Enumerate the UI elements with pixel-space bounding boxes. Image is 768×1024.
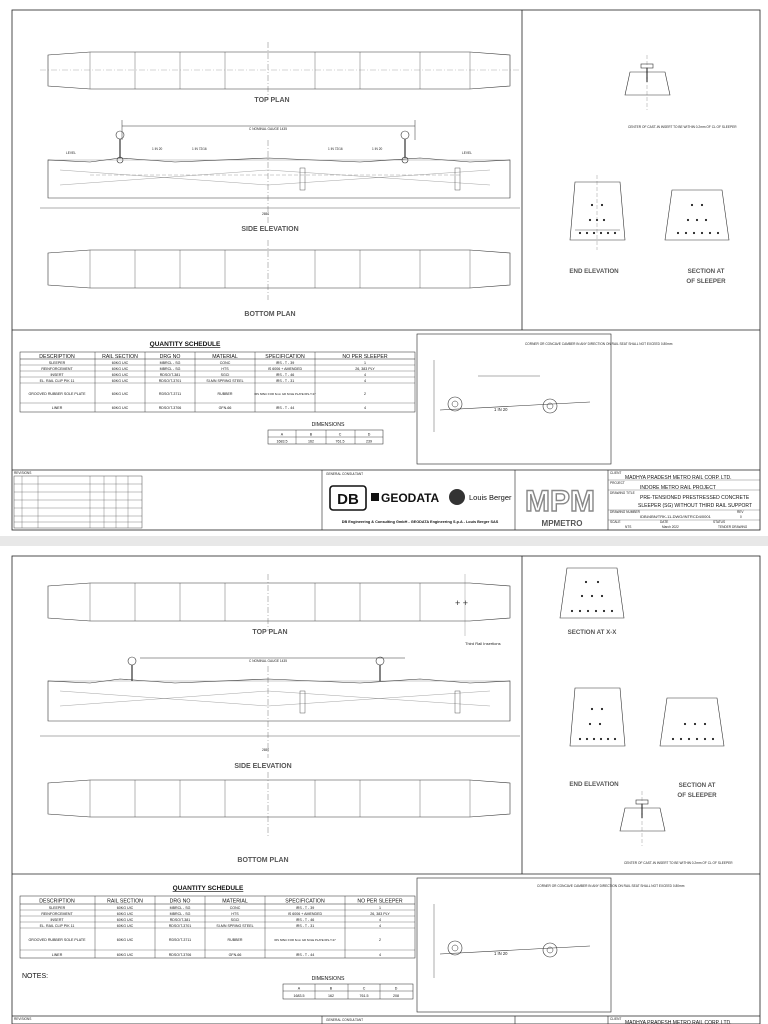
client-label: CLIENT — [610, 471, 622, 475]
qs-cell: RDSO/T-3706 — [158, 406, 182, 410]
qs-cell: IRS - T - 46 — [275, 373, 295, 377]
qs2-cell: 2 — [379, 938, 381, 942]
sheet-2-drawing — [0, 546, 768, 1024]
mpm-logo: MPM — [525, 485, 595, 518]
client-name-2: MADHYA PRADESH METRO RAIL CORP. LTD. — [625, 1020, 732, 1024]
qs2-header-drg-no: DRG NO — [169, 898, 191, 905]
dim2-value-c: 761.5 — [359, 994, 369, 998]
dimensions-title: DIMENSIONS — [311, 422, 345, 428]
drawing-sheet-2 — [0, 546, 768, 1024]
qs-cell: HTS — [221, 367, 229, 371]
qs-header-drg-no: DRG NO — [159, 354, 181, 360]
qs-cell: CONC — [219, 361, 231, 365]
sleeper-section-view-2 — [660, 698, 724, 746]
louis-berger-logo: Louis Berger — [469, 493, 512, 502]
quantity-schedule-table — [20, 352, 415, 412]
top-plan-label-2: TOP PLAN — [252, 629, 288, 636]
qs-cell: IRS SPEC FOR 6mm GR SOLE PLATE IRS-T-37 — [254, 392, 316, 396]
qs2-header-specification: SPECIFICATION — [285, 898, 325, 905]
qs2-cell: SLEEPER — [48, 906, 66, 910]
length-dimension-2: 2650 — [262, 748, 270, 752]
qs-cell: MBRCL - SG — [159, 367, 181, 371]
dim2-header-d: D — [394, 986, 398, 991]
qs-cell: GROOVED RUBBER SOLE PLATE — [28, 392, 86, 396]
qs2-header-rail-section: RAIL SECTION — [107, 898, 143, 905]
revisions-label: REVISIONS — [14, 471, 32, 475]
qs-header-material: MATERIAL — [212, 354, 238, 360]
qs-cell: IRS - T - 44 — [275, 406, 295, 410]
qs-cell: 2 — [364, 392, 366, 396]
qs2-cell: MBRCL - SG — [169, 906, 191, 910]
qs2-cell: 4 — [379, 918, 381, 922]
db-logo-text: DB — [337, 491, 359, 508]
qs-cell: SGCI — [220, 373, 230, 377]
bottom-plan-view-2 — [48, 772, 510, 836]
qs-header-no-per-sleeper: NO PER SLEEPER — [342, 354, 388, 360]
qs-cell: EL. RAIL CLIP PIK 11 — [39, 379, 75, 383]
drawing-title-line-2: SLEEPER (SG) WITHOUT THIRD RAIL SUPPORT — [638, 503, 752, 509]
dim-value-c: 761.5 — [335, 439, 345, 444]
qs2-header-no-per-sleeper: NO PER SLEEPER — [357, 898, 403, 905]
qs-cell: 60KG UIC — [111, 392, 129, 396]
top-plan-view — [40, 42, 520, 100]
qs2-header-material: MATERIAL — [222, 898, 248, 905]
qs2-cell: REINFORCEMENT — [41, 912, 73, 916]
drawing-number: IDBI/4BN/TRK-11-DWG/INTRCD4/0001 — [640, 514, 711, 519]
inclination-label: 1 IN 20 — [494, 407, 508, 412]
mpmetro-logo: MPMETRO — [541, 519, 583, 528]
qs2-cell: RDSO/T-3701 — [168, 924, 192, 928]
notes-label: NOTES: — [22, 973, 49, 980]
qs-cell: 60KG UIC — [111, 367, 129, 371]
qs2-cell: IRS SPEC FOR 6mm GR SOLE PLATE IRS-T-37 — [274, 938, 336, 942]
section-sleeper-label-1b: SECTION AT — [678, 782, 716, 789]
consultants-text: DB Engineering & Consulting GmbH - GEODATA Engineering S.p.A - Louis Berger SAS — [341, 520, 499, 524]
qs2-cell: RUBBER — [227, 938, 243, 942]
qs2-cell: RDSO/T-3706 — [168, 953, 192, 957]
dim2-header-c: C — [362, 986, 366, 991]
side-elevation-label-2: SIDE ELEVATION — [234, 763, 292, 770]
qs-cell: 1 — [364, 361, 366, 365]
end-elevation-label-2: END ELEVATION — [569, 781, 619, 788]
geodata-logo-square — [371, 493, 379, 501]
dim-header-d: D — [367, 432, 371, 437]
rev-value: 0 — [740, 515, 742, 519]
qs2-cell: 60KG UIC — [116, 938, 134, 942]
qs2-cell: IRS - T - 39 — [295, 906, 315, 910]
scale-label: SCALE — [610, 520, 621, 524]
qs2-cell: HTS — [231, 912, 239, 916]
dim2-value-b: 162 — [328, 994, 334, 998]
nominal-gauge-text-2: C NOMINAL GAUGE 1435 — [249, 659, 287, 663]
quantity-schedule-table-2 — [20, 896, 415, 958]
quantity-schedule-title: QUANTITY SCHEDULE — [149, 341, 221, 348]
rev-label: REV — [737, 510, 744, 514]
client-name: MADHYA PRADESH METRO RAIL CORP. LTD. — [625, 475, 732, 481]
qs2-cell: 60KG UIC — [116, 918, 134, 922]
qs2-cell: CONC — [229, 906, 241, 910]
rail-seat-camber-detail-2 — [417, 878, 685, 1012]
consultant-label-2: GENERAL CONSULTANT — [326, 1018, 364, 1022]
drawing-title-label: DRAWING TITLE — [610, 491, 635, 495]
qs2-cell: GFN-66 — [228, 953, 242, 957]
qs-cell: IS 6006 + AMENDED — [267, 367, 303, 371]
insert-center-note-2: CENTER OF CAST-IN INSERT TO BE WITHIN 0.2mm OF CL OF SLEEPER — [624, 861, 733, 865]
section-sleeper-label-1: SECTION AT — [687, 268, 725, 275]
qs-cell: 4 — [364, 373, 366, 377]
camber-note-2: CORNER OR CONCAVE CAMBER IN ANY DIRECTION ON RAIL SEAT SHALL NOT EXCEED 0.80mm — [537, 884, 685, 888]
section-sleeper-label-2b: OF SLEEPER — [677, 792, 717, 799]
qs2-cell: LINER — [51, 953, 63, 957]
qs-cell: 60KG UIC — [111, 406, 129, 410]
qs-cell: MBRCL - SG — [159, 361, 181, 365]
qs2-cell: RDSO/T-381 — [169, 918, 191, 922]
insert-center-note: CENTER OF CAST-IN INSERT TO BE WITHIN 0.2mm OF CL OF SLEEPER — [628, 125, 737, 129]
end-elevation-view — [570, 175, 625, 250]
dim-value-b: 162 — [308, 439, 314, 444]
qs-cell: RDSO/T-3701 — [158, 379, 182, 383]
side-elevation-label: SIDE ELEVATION — [241, 226, 299, 233]
rail-seat-camber-detail — [417, 334, 673, 464]
dim-value-d: 239 — [366, 439, 372, 444]
qs-cell: 4 — [364, 406, 366, 410]
status-label: STATUS — [713, 520, 726, 524]
rail-seat-label-1: LEVEL — [66, 151, 76, 155]
qs-cell: RDSO/T-381 — [159, 373, 181, 377]
rail-seat-label-3: 1 IN 72/16 — [192, 147, 207, 151]
end-elevation-view-2 — [570, 688, 625, 746]
qs2-cell: IRS - T - 44 — [295, 953, 315, 957]
dim2-header-b: B — [329, 986, 333, 991]
qs2-cell: 4 — [379, 924, 381, 928]
qs2-cell: EL. RAIL CLIP PIK 11 — [39, 924, 75, 928]
scale-value: NTS — [625, 525, 632, 529]
qs2-cell: MBRCL - SG — [169, 912, 191, 916]
qs-cell: RUBBER — [217, 392, 233, 396]
qs-header-rail-section: RAIL SECTION — [102, 354, 138, 360]
dimensions-table — [268, 430, 383, 444]
qs2-cell: RDSO/T-3711 — [168, 938, 192, 942]
qs2-cell: IRS - T - 31 — [295, 924, 315, 928]
bottom-plan-label-2: BOTTOM PLAN — [237, 857, 289, 864]
qs-header-specification: SPECIFICATION — [265, 354, 305, 360]
section-sleeper-label-2: OF SLEEPER — [686, 278, 726, 285]
length-dimension: 2650 — [262, 212, 270, 216]
client-label-2: CLIENT — [610, 1017, 622, 1021]
qs-cell: SI-MN SPRING STEEL — [206, 379, 244, 383]
dim-header-b: B — [309, 432, 313, 437]
status-value: TENDER DRAWING — [718, 525, 748, 529]
title-block — [14, 470, 760, 530]
dim2-value-a: 1683.5 — [293, 994, 305, 998]
qs2-cell: GROOVED RUBBER SOLE PLATE — [28, 938, 86, 942]
qs-cell: 60KG UIC — [111, 379, 129, 383]
top-plan-view-2 — [48, 574, 510, 636]
section-xx-view — [560, 568, 624, 618]
qs2-cell: 4 — [379, 953, 381, 957]
project-label: PROJECT — [610, 481, 625, 485]
insert-marks: + + — [455, 598, 469, 608]
qs-header-description: DESCRIPTION — [39, 354, 75, 360]
qs-cell: GFN-66 — [218, 406, 232, 410]
geodata-logo: GEODATA — [381, 491, 440, 505]
dim2-header-a: A — [297, 986, 301, 991]
bottom-plan-label: BOTTOM PLAN — [244, 311, 296, 318]
bottom-plan-view — [48, 240, 510, 300]
sleeper-section-view — [665, 190, 729, 240]
date-value: March 2022 — [662, 525, 679, 529]
rail-seat-label-5: 1 IN 20 — [372, 147, 383, 151]
third-rail-note: Third Rail Insertions — [465, 641, 501, 646]
dim-value-a: 1683.5 — [276, 439, 288, 444]
top-plan-label: TOP PLAN — [254, 97, 290, 104]
qs2-cell: 60KG UIC — [116, 953, 134, 957]
dim-header-c: C — [338, 432, 342, 437]
qs2-cell: 60KG UIC — [116, 912, 134, 916]
qs2-cell: SGCI — [230, 918, 240, 922]
qs-cell: LINER — [51, 406, 63, 410]
project-name: INDORE METRO RAIL PROJECT — [640, 485, 716, 491]
drawing-number-label: DRAWING NUMBER — [610, 510, 640, 514]
qs2-cell: SI-MN SPRING STEEL — [216, 924, 254, 928]
qs-cell: 26, 383 PLY — [355, 367, 375, 371]
qs2-cell: IRS - T - 46 — [295, 918, 315, 922]
dimensions-title-2: DIMENSIONS — [311, 976, 345, 982]
qs2-cell: 60KG UIC — [116, 924, 134, 928]
qs-cell: 4 — [364, 379, 366, 383]
qs2-cell: IS 6006 + AMENDED — [287, 912, 323, 916]
inclination-label-2: 1 IN 20 — [494, 951, 508, 956]
rail-seat-label-6: LEVEL — [462, 151, 472, 155]
qs-cell: 60KG UIC — [111, 373, 129, 377]
revisions-label-2: REVISIONS — [14, 1017, 32, 1021]
dimensions-table-2 — [283, 984, 413, 999]
qs2-cell: 26, 383 PLY — [370, 912, 390, 916]
consultant-label: GENERAL CONSULTANT — [326, 472, 364, 476]
side-elevation-view — [40, 120, 520, 225]
nominal-gauge-text: C NOMINAL GAUGE 1435 — [249, 127, 287, 131]
dim2-value-d: 208 — [393, 994, 399, 998]
louis-berger-logo-mark — [449, 489, 465, 505]
drawing-title-line-1: PRE-TENSIONED PRESTRESSED CONCRETE — [640, 495, 750, 501]
qs2-cell: INSERT — [50, 918, 64, 922]
rail-seat-label-4: 1 IN 72/16 — [328, 147, 343, 151]
rail-seat-label-2: 1 IN 20 — [152, 147, 163, 151]
qs-cell: REINFORCEMENT — [41, 367, 73, 371]
quantity-schedule-title-2: QUANTITY SCHEDULE — [172, 885, 244, 892]
qs-cell: IRS - T - 39 — [275, 361, 295, 365]
section-xx-label: SECTION AT X-X — [567, 629, 617, 636]
qs-cell: INSERT — [50, 373, 64, 377]
insert-detail — [625, 55, 737, 129]
date-label: DATE — [660, 520, 669, 524]
dim-header-a: A — [280, 432, 284, 437]
qs-cell: SLEEPER — [48, 361, 66, 365]
side-elevation-view-2 — [40, 657, 520, 758]
qs-cell: 60KG UIC — [111, 361, 129, 365]
qs2-cell: 60KG UIC — [116, 906, 134, 910]
qs-cell: RDSO/T-3711 — [158, 392, 182, 396]
qs2-cell: 1 — [379, 906, 381, 910]
qs2-header-description: DESCRIPTION — [39, 898, 75, 905]
end-elevation-label: END ELEVATION — [569, 268, 619, 275]
qs-cell: IRS - T - 31 — [275, 379, 295, 383]
camber-note: CORNER OR CONCAVE CAMBER IN ANY DIRECTION ON RAIL SEAT SHALL NOT EXCEED 0.80mm — [525, 342, 673, 346]
insert-detail-2 — [620, 791, 733, 865]
